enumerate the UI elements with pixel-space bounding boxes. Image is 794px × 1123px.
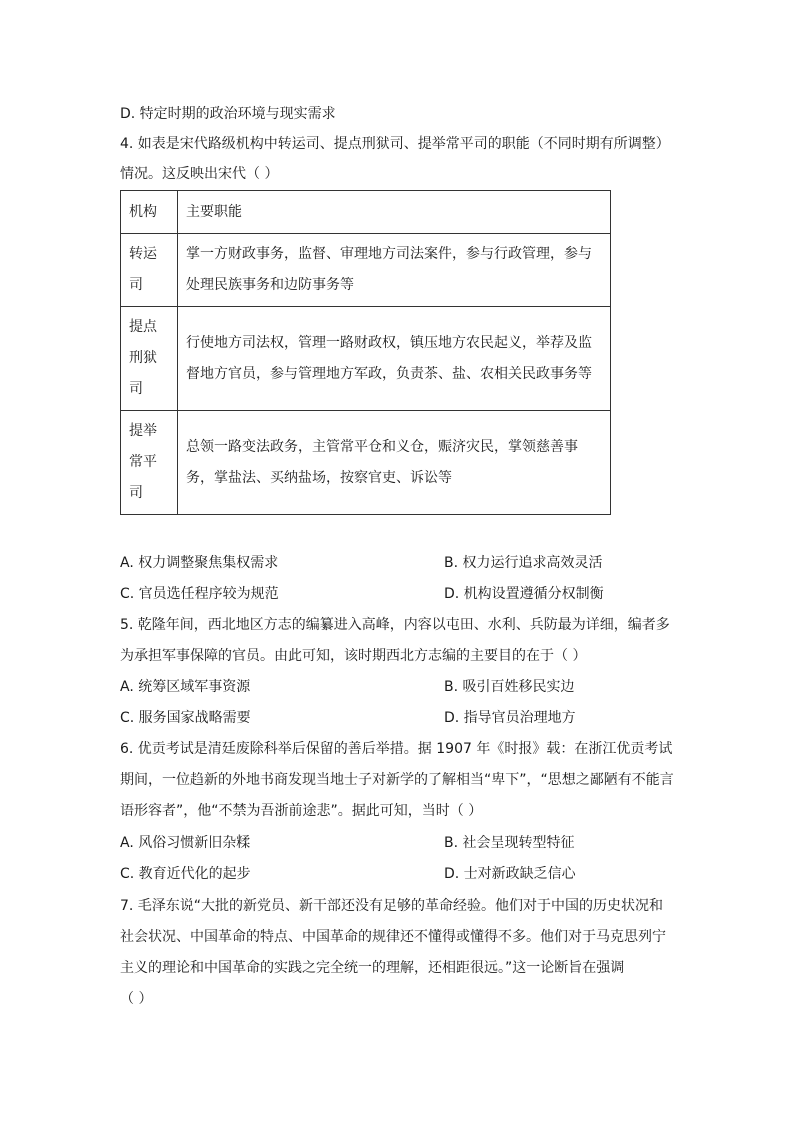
table-cell-duty: 掌一方财政事务，监督、审理地方司法案件，参与行政管理，参与 处理民族事务和边防事务等 bbox=[178, 234, 611, 307]
q6-stem-line1: 6. 优贡考试是清廷废除科举后保留的善后举措。据 1907 年《时报》载：在浙江优贡考试 bbox=[120, 741, 673, 757]
q4-option-b: B. 权力运行追求高效灵活 bbox=[444, 555, 603, 571]
q3-option-d: D. 特定时期的政治环境与现实需求 bbox=[120, 106, 336, 122]
table-header-duty: 主要职能 bbox=[178, 191, 611, 234]
q5-stem-line2: 为承担军事保障的官员。由此可知，该时期西北方志编的主要目的在于（ ） bbox=[120, 648, 587, 664]
q4-duty-table bbox=[120, 190, 611, 515]
q7-stem-line4: （ ） bbox=[120, 991, 153, 1007]
q4-stem-line1: 4. 如表是宋代路级机构中转运司、提点刑狱司、提举常平司的职能（不同时期有所调整） bbox=[120, 136, 670, 152]
table-row bbox=[121, 307, 611, 411]
table-cell-org: 提举 常平 司 bbox=[121, 411, 178, 515]
q7-stem-line1: 7. 毛泽东说“大批的新党员、新干部还没有足够的革命经验。他们对于中国的历史状况和 bbox=[120, 898, 664, 914]
table-cell-org: 转运 司 bbox=[121, 234, 178, 307]
table-header-row bbox=[121, 191, 611, 234]
q6-stem-line2: 期间，一位趋新的外地书商发现当地士子对新学的了解相当“卑下”，“思想之鄙陋有不能言 bbox=[120, 772, 674, 788]
q6-option-c: C. 教育近代化的起步 bbox=[120, 866, 251, 882]
q6-stem-line3: 语形容者”，他“不禁为吾浙前途悲”。据此可知，当时（ ） bbox=[120, 803, 483, 819]
q4-stem-line2: 情况。这反映出宋代（ ） bbox=[120, 166, 279, 182]
q5-option-a: A. 统筹区域军事资源 bbox=[120, 679, 251, 695]
q4-option-d: D. 机构设置遵循分权制衡 bbox=[444, 586, 604, 602]
table-cell-org: 提点 刑狱 司 bbox=[121, 307, 178, 411]
q6-option-a: A. 风俗习惯新旧杂糅 bbox=[120, 835, 251, 851]
table-row bbox=[121, 411, 611, 515]
q7-stem-line2: 社会状况、中国革命的特点、中国革命的规律还不懂得或懂得不多。他们对于马克思列宁 bbox=[120, 929, 666, 945]
table-cell-duty: 行使地方司法权，管理一路财政权，镇压地方农民起义，举荐及监 督地方官员，参与管理地方军政，负责茶、盐、农相关民政事务等 bbox=[178, 307, 611, 411]
table-cell-duty: 总领一路变法政务，主管常平仓和义仓，赈济灾民，掌领慈善事 务，掌盐法、买纳盐场，按察官吏、诉讼等 bbox=[178, 411, 611, 515]
q5-option-d: D. 指导官员治理地方 bbox=[444, 710, 576, 726]
q6-option-d: D. 士对新政缺乏信心 bbox=[444, 866, 576, 882]
q5-option-c: C. 服务国家战略需要 bbox=[120, 710, 251, 726]
table-header-org: 机构 bbox=[121, 191, 178, 234]
q7-stem-line3: 主义的理论和中国革命的实践之完全统一的理解，还相距很远。”这一论断旨在强调 bbox=[120, 960, 625, 976]
q5-option-b: B. 吸引百姓移民实边 bbox=[444, 679, 575, 695]
q4-option-c: C. 官员选任程序较为规范 bbox=[120, 586, 279, 602]
table-row bbox=[121, 234, 611, 307]
q6-option-b: B. 社会呈现转型特征 bbox=[444, 835, 575, 851]
q5-stem-line1: 5. 乾隆年间，西北地区方志的编纂进入高峰，内容以屯田、水利、兵防最为详细，编者多 bbox=[120, 617, 670, 633]
q4-option-a: A. 权力调整聚焦集权需求 bbox=[120, 555, 279, 571]
